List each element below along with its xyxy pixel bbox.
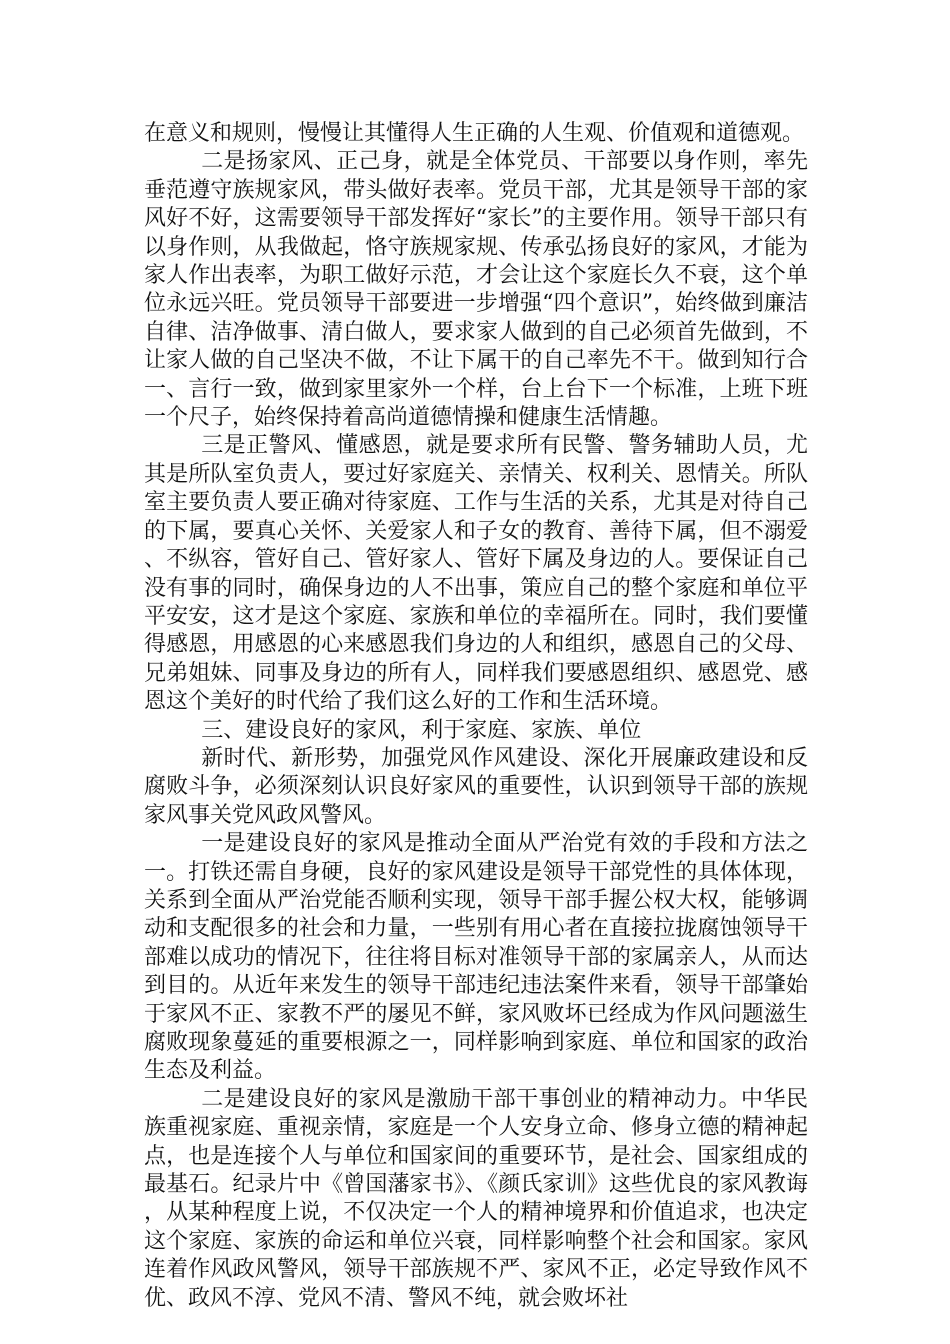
paragraph-1: 在意义和规则，慢慢让其懂得人生正确的人生观、价值观和道德观。 [144,121,805,146]
paragraph-6: 二是建设良好的家风是激励干部干事创业的精神动力。中华民族重视家庭、重视亲情，家庭是一个人安身立命、修身立德的精神起点，也是连接个人与单位和国家间的重要环节，是社会、国家组成的最基石。纪录片中《曾国藩家书》、《颜氏家训》这些优良的家风教诲，从某种程度上说，不仅决定一个人的精神境界和价值追求，也决定这个家庭、家族的命运和单位兴衰，同样影响整个社会和国家。家风连着作风政风警风，领导干部族规不严、家风不正，必定导致作风不优、政风不淳、党风不清、警风不纯，就会败坏社 [144,1086,808,1311]
section-heading: 三、建设良好的家风，利于家庭、家族、单位 [201,717,642,743]
paragraph-3: 三是正警风、懂感恩，就是要求所有民警、警务辅助人员，尤其是所队室负责人，要过好家庭关、亲情关、权利关、恩情关。所队室主要负责人要正确对待家庭、工作与生活的关系，尤其是对待自己的下属，要真心关怀、关爱家人和子女的教育、善待下属，但不溺爱、不纵容，管好自己、管好家人、管好下属及身边的人。要保证自己没有事的同时，确保身边的人不出事，策应自己的整个家庭和单位平平安安，这才是这个家庭、家族和单位的幸福所在。同时，我们要懂得感恩，用感恩的心来感恩我们身边的人和组织，感恩自己的父母、兄弟姐妹、同事及身边的所有人，同样我们要感恩组织、感恩党、感恩这个美好的时代给了我们这么好的工作和生活环境。 [144,433,808,715]
paragraph-4: 新时代、新形势，加强党风作风建设、深化开展廉政建设和反腐败斗争，必须深刻认识良好家风的重要性，认识到领导干部的族规家风事关党风政风警风。 [144,745,808,828]
paragraph-2: 二是扬家风、正己身，就是全体党员、干部要以身作则，率先垂范遵守族规家风，带头做好表率。党员干部，尤其是领导干部的家风好不好，这需要领导干部发挥好“家长”的主要作用。领导干部只有以身作则，从我做起，恪守族规家规、传承弘扬良好的家风，才能为家人作出表率，为职工做好示范，才会让这个家庭长久不衰，这个单位永远兴旺。党员领导干部要进一步增强“四个意识”，始终做到廉洁自律、洁净做事、清白做人，要求家人做到的自己必须首先做到，不让家人做的自己坚决不做，不让下属干的自己率先不干。做到知行合一、言行一致，做到家里家外一个样，台上台下一个标准，上班下班一个尺子，始终保持着高尚道德情操和健康生活情趣。 [144,149,808,431]
document-page [144,120,808,1313]
paragraph-5: 一是建设良好的家风是推动全面从严治党有效的手段和方法之一。打铁还需自身硬，良好的家风建设是领导干部党性的具体体现，关系到全面从严治党能否顺利实现，领导干部手握公权大权，能够调动和支配很多的社会和力量，一些别有用心者在直接拉拢腐蚀领导干部难以成功的情况下，往往将目标对准领导干部的家属亲人，从而达到目的。从近年来发生的领导干部违纪违法案件来看，领导干部肇始于家风不正、家教不严的屡见不鲜，家风败坏已经成为作风问题滋生腐败现象蔓延的重要根源之一，同样影响到家庭、单位和国家的政治生态及利益。 [144,831,808,1084]
